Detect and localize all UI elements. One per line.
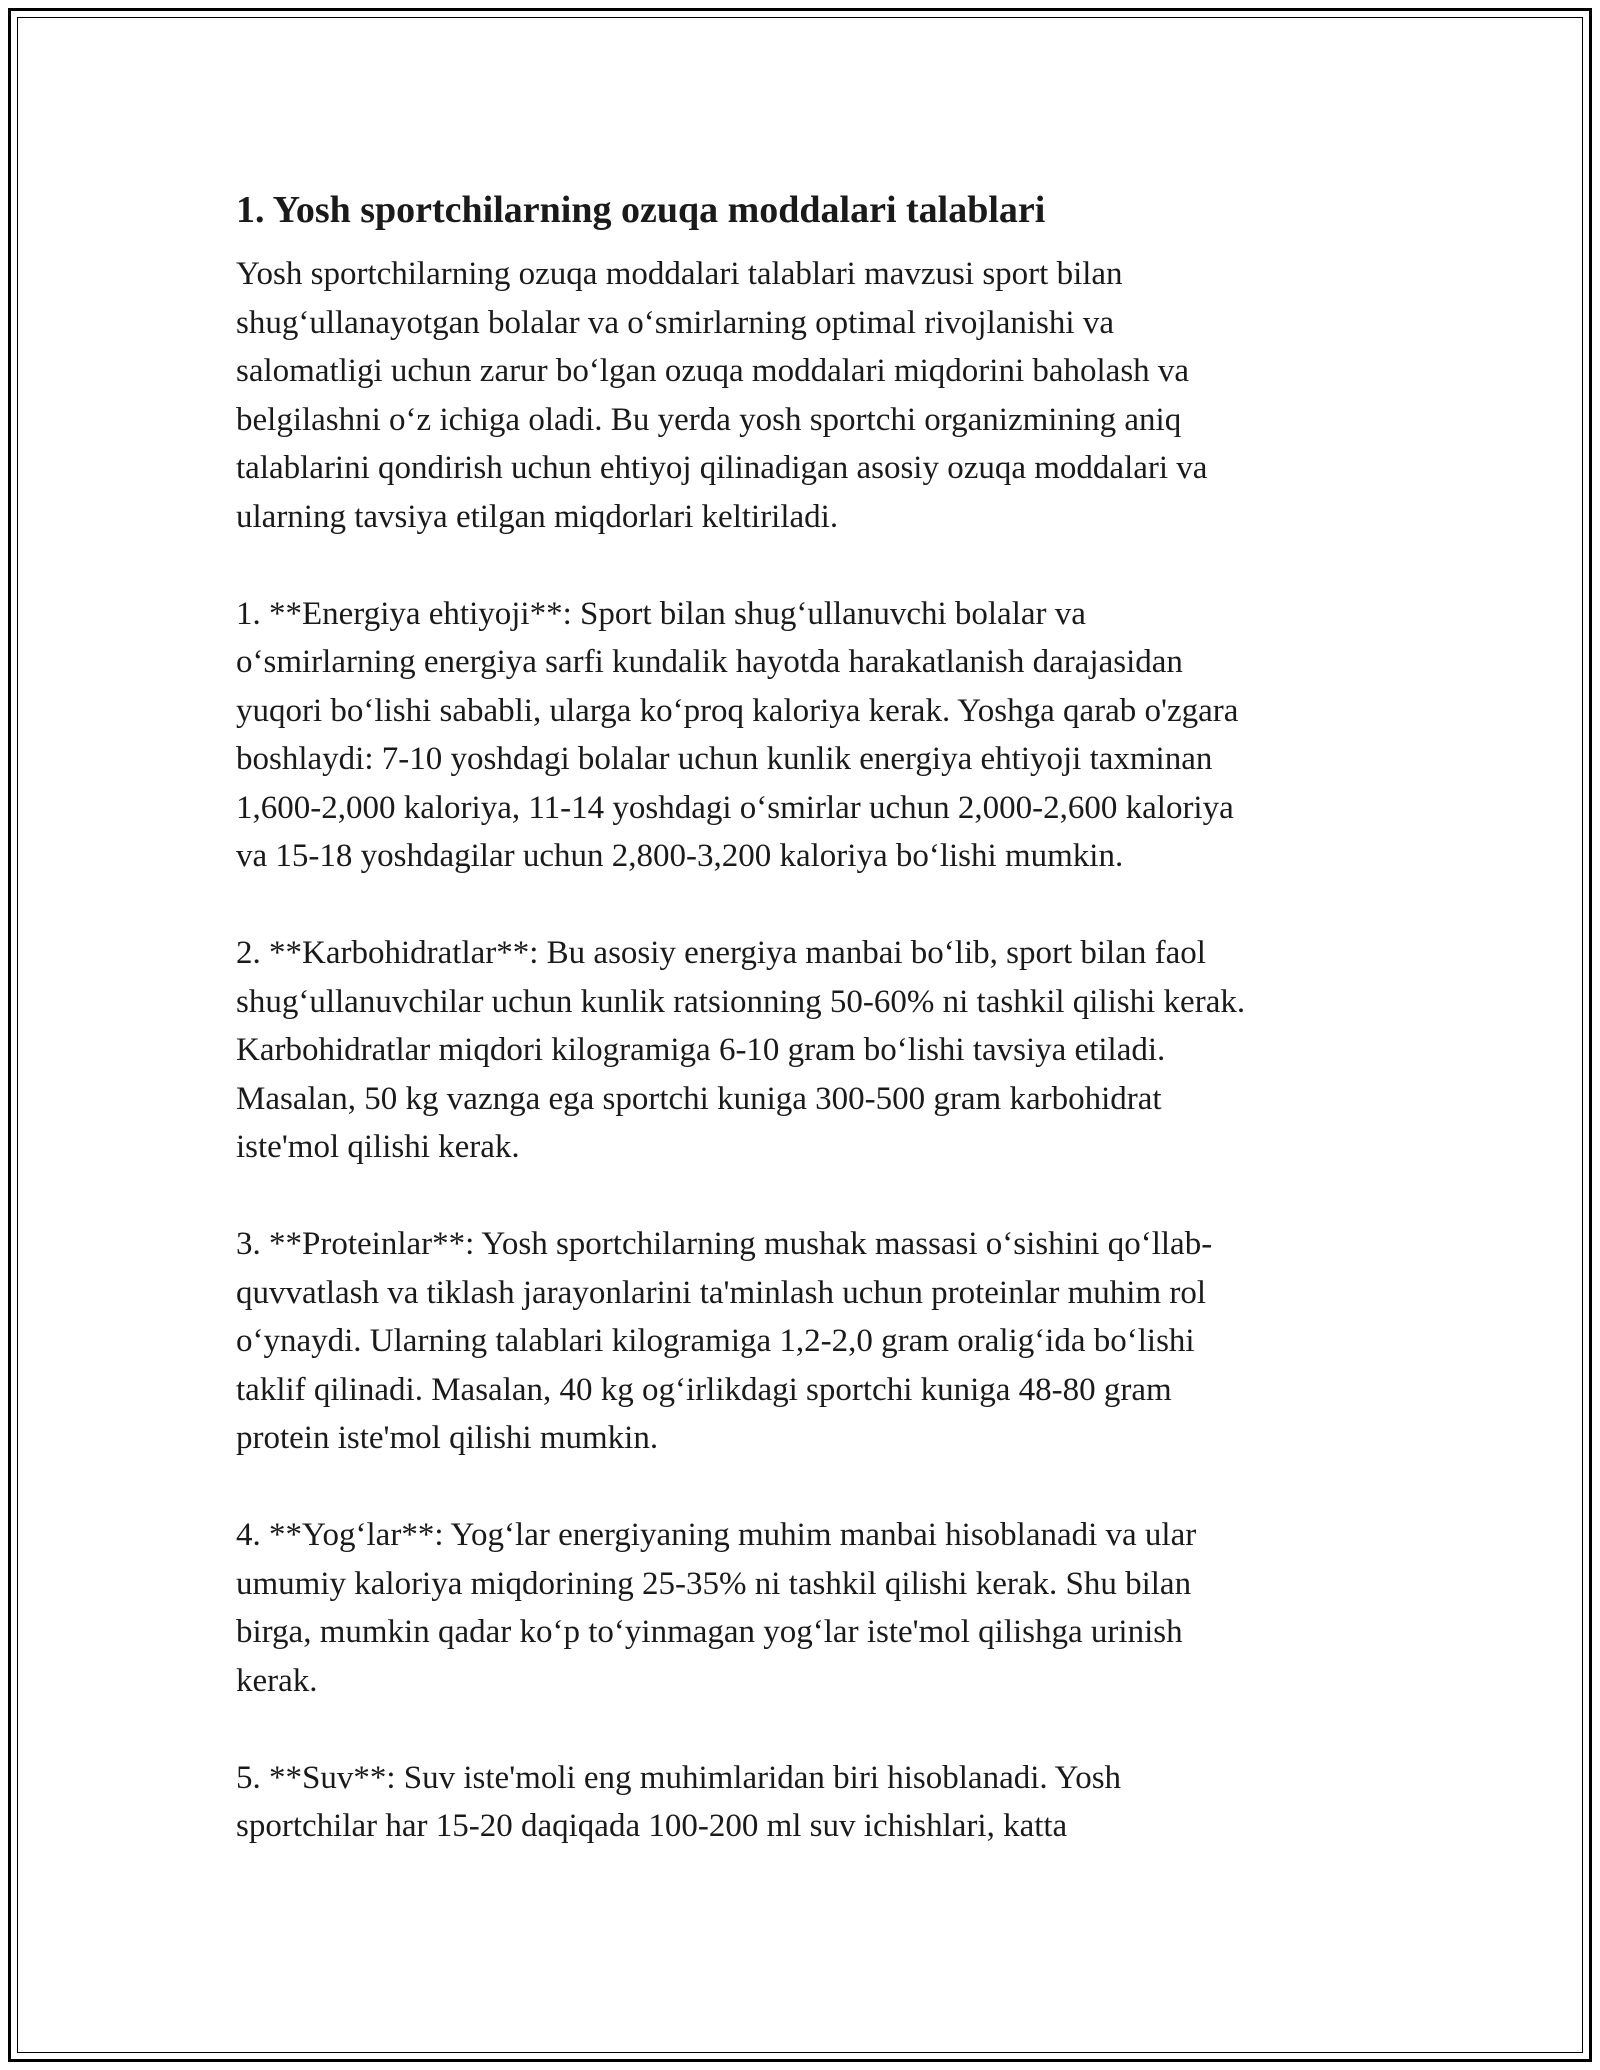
intro-paragraph: [236, 250, 1366, 541]
text-line: shug‘ullanuvchilar uchun kunlik ratsionning 50-60% ni tashkil qilishi kerak.: [236, 983, 1246, 1020]
text-line: 2. **Karbohidratlar**: Bu asosiy energiya manbai bo‘lib, sport bilan faol: [236, 935, 1206, 971]
energy-paragraph: [236, 590, 1366, 881]
proteins-paragraph: [236, 1220, 1366, 1463]
fats-paragraph: [236, 1511, 1366, 1705]
text-line: 3. **Proteinlar**: Yosh sportchilarning mushak massasi o‘sishini qo‘llab-: [236, 1226, 1213, 1262]
text-line: quvvatlash va tiklash jarayonlarini ta'minlash uchun proteinlar muhim rol: [236, 1274, 1207, 1311]
section-heading: 1. Yosh sportchilarning ozuqa moddalari talablari: [236, 189, 1046, 231]
text-line: ularning tavsiya etilgan miqdorlari keltiriladi.: [236, 498, 839, 535]
text-line: talablarini qondirish uchun ehtiyoj qilinadigan asosiy ozuqa moddalari va: [236, 450, 1208, 486]
text-line: kerak.: [236, 1662, 318, 1699]
text-line: boshlaydi: 7-10 yoshdagi bolalar uchun kunlik energiya ehtiyoji taxminan: [236, 741, 1213, 777]
text-line: va 15-18 yoshdagilar uchun 2,800-3,200 kaloriya bo‘lishi mumkin.: [236, 838, 1124, 874]
text-line: belgilashni o‘z ichiga oladi. Bu yerda yosh sportchi organizmining aniq: [236, 401, 1182, 438]
text-line: o‘ynaydi. Ularning talablari kilogramiga 1,2-2,0 gram oralig‘ida bo‘lishi: [236, 1323, 1195, 1359]
text-line: Karbohidratlar miqdori kilogramiga 6-10 gram bo‘lishi tavsiya etiladi.: [236, 1032, 1166, 1068]
text-line: 4. **Yog‘lar**: Yog‘lar energiyaning muhim manbai hisoblanadi va ular: [236, 1517, 1197, 1553]
text-line: shug‘ullanayotgan bolalar va o‘smirlarning optimal rivojlanishi va: [236, 304, 1114, 341]
text-line: yuqori bo‘lishi sababli, ularga ko‘proq kaloriya kerak. Yoshga qarab o'zgara: [236, 692, 1239, 729]
text-line: protein iste'mol qilishi mumkin.: [236, 1420, 659, 1456]
text-line: salomatligi uchun zarur bo‘lgan ozuqa moddalari miqdorini baholash va: [236, 353, 1190, 389]
carbohydrates-paragraph: [236, 929, 1366, 1172]
text-line: 1,600-2,000 kaloriya, 11-14 yoshdagi o‘smirlar uchun 2,000-2,600 kaloriya: [236, 789, 1234, 826]
text-line: 5. **Suv**: Suv iste'moli eng muhimlaridan biri hisoblanadi. Yosh: [236, 1759, 1122, 1796]
text-line: umumiy kaloriya miqdorining 25-35% ni tashkil qilishi kerak. Shu bilan: [236, 1565, 1192, 1602]
text-line: birga, mumkin qadar ko‘p to‘yinmagan yog‘lar iste'mol qilishga urinish: [236, 1614, 1183, 1650]
text-line: 1. **Energiya ehtiyoji**: Sport bilan shug‘ullanuvchi bolalar va: [236, 595, 1086, 632]
text-line: o‘smirlarning energiya sarfi kundalik hayotda harakatlanish darajasidan: [236, 644, 1183, 680]
text-line: sportchilar har 15-20 daqiqada 100-200 ml suv ichishlari, katta: [236, 1808, 1068, 1844]
text-line: Yosh sportchilarning ozuqa moddalari talablari mavzusi sport bilan: [236, 256, 1123, 292]
text-line: taklif qilinadi. Masalan, 40 kg og‘irlikdagi sportchi kuniga 48-80 gram: [236, 1371, 1172, 1408]
text-line: Masalan, 50 kg vaznga ega sportchi kuniga 300-500 gram karbohidrat: [236, 1080, 1162, 1117]
text-line: iste'mol qilishi kerak.: [236, 1129, 520, 1165]
water-paragraph: [236, 1754, 1366, 1851]
document-body: [236, 186, 1366, 1851]
